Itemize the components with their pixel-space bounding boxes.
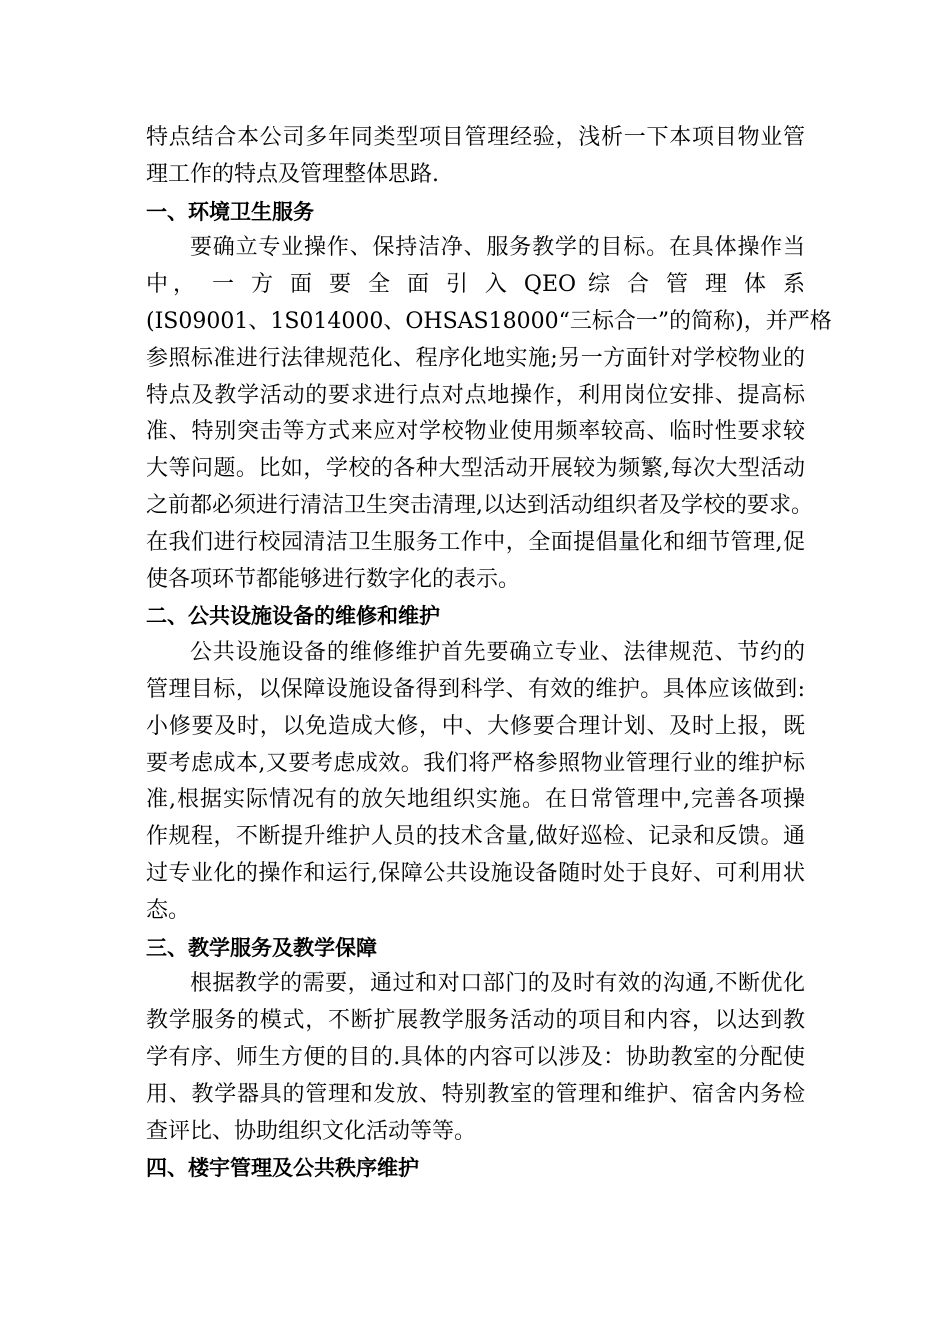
section-paragraph-facilities <box>146 635 805 929</box>
text-line: 在我们进行校园清洁卫生服务工作中，全面提倡量化和细节管理,促 <box>146 529 805 555</box>
section-heading-teaching: 三、教学服务及教学保障 <box>146 935 377 960</box>
text-line: 准,根据实际情况有的放矢地组织实施。在日常管理中,完善各项操 <box>146 787 805 813</box>
text-line: 公共设施设备的维修维护首先要确立专业、法律规范、节约的 <box>190 640 805 666</box>
text-line: 大等问题。比如，学校的各种大型活动开展较为频繁,每次大型活动 <box>146 456 805 482</box>
text-line: 作规程，不断提升维护人员的技术含量,做好巡检、记录和反馈。通 <box>146 824 805 850</box>
document-body <box>146 120 832 1187</box>
text-line: 使各项环节都能够进行数字化的表示。 <box>146 566 521 592</box>
text-line: 准、特别突击等方式来应对学校物业使用频率较高、临时性要求较 <box>146 419 805 445</box>
text-line: 中， 一 方 面 要 全 面 引 入 QEO 综 合 管 理 体 系 <box>146 272 805 298</box>
section-heading-facilities: 二、公共设施设备的维修和维护 <box>146 604 440 629</box>
text-line: 要考虑成本,又要考虑成效。我们将严格参照物业管理行业的维护标 <box>146 750 805 776</box>
section-heading-building: 四、楼宇管理及公共秩序维护 <box>146 1156 419 1181</box>
text-line: 之前都必须进行清洁卫生突击清理,以达到活动组织者及学校的要求。 <box>146 492 813 518</box>
section-paragraph-environment <box>146 230 832 598</box>
text-line: 学有序、师生方便的目的.具体的内容可以涉及：协助教室的分配使 <box>146 1044 805 1070</box>
text-line: 态。 <box>146 897 191 923</box>
intro-paragraph <box>146 120 805 194</box>
text-line: 过专业化的操作和运行,保障公共设施设备随时处于良好、可利用状 <box>146 860 805 886</box>
section-heading-environment: 一、环境卫生服务 <box>146 199 314 224</box>
text-line: (IS09001、1S014000、OHSAS18000“三标合一”的简称)，并严格 <box>146 308 832 334</box>
text-line: 查评比、协助组织文化活动等等。 <box>146 1118 477 1144</box>
text-line: 特点及教学活动的要求进行点对点地操作，利用岗位安排、提高标 <box>146 382 805 408</box>
text-line: 特点结合本公司多年同类型项目管理经验，浅析一下本项目物业管 <box>146 125 805 150</box>
text-line: 根据教学的需要，通过和对口部门的及时有效的沟通,不断优化 <box>190 971 805 997</box>
text-line: 参照标准进行法律规范化、程序化地实施;另一方面针对学校物业的 <box>146 345 805 371</box>
text-line: 教学服务的模式，不断扩展教学服务活动的项目和内容，以达到教 <box>146 1008 805 1034</box>
text-line: 管理目标，以保障设施设备得到科学、有效的维护。具体应该做到: <box>146 676 805 702</box>
text-line: 用、教学器具的管理和发放、特别教室的管理和维护、宿舍内务检 <box>146 1081 805 1107</box>
section-paragraph-teaching <box>146 966 805 1150</box>
text-line: 要确立专业操作、保持洁净、服务教学的目标。在具体操作当 <box>190 235 805 261</box>
text-line: 理工作的特点及管理整体思路. <box>146 161 439 187</box>
text-line: 小修要及时，以免造成大修，中、大修要合理计划、及时上报，既 <box>146 713 805 739</box>
